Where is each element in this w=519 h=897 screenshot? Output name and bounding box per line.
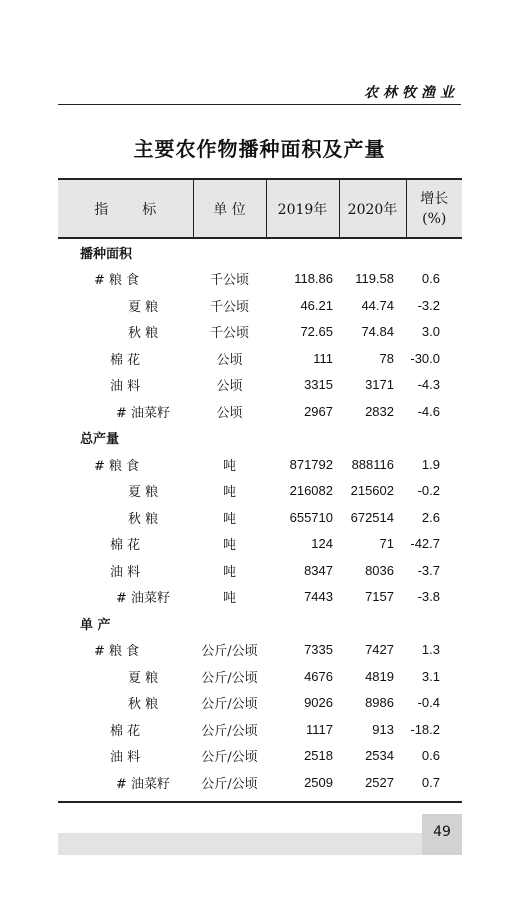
table-row bbox=[58, 372, 462, 399]
growth-value: 0.6 bbox=[421, 271, 440, 287]
row-name: 油 料 bbox=[110, 750, 141, 766]
table-bottom-rule bbox=[58, 801, 462, 803]
growth-value: 0.7 bbox=[421, 774, 440, 790]
row-unit: 吨 bbox=[222, 538, 236, 554]
value-2020: 3171 bbox=[365, 377, 394, 393]
table-row bbox=[58, 478, 462, 505]
value-2020: 2527 bbox=[365, 774, 394, 790]
row-unit: 公斤/公顷 bbox=[201, 776, 258, 792]
row-unit: 千公顷 bbox=[209, 273, 249, 289]
section-row bbox=[58, 238, 462, 266]
footer-bar bbox=[58, 833, 462, 855]
row-name: 夏 粮 bbox=[128, 485, 159, 501]
value-2020: 7427 bbox=[365, 642, 394, 658]
growth-value: -3.8 bbox=[417, 589, 440, 605]
growth-value: -0.4 bbox=[417, 695, 440, 711]
section-row bbox=[58, 425, 462, 452]
row-name: # 粮 食 bbox=[94, 273, 140, 289]
table-row bbox=[58, 398, 462, 425]
row-name: 棉 花 bbox=[110, 352, 141, 368]
growth-value: -3.7 bbox=[417, 562, 440, 578]
table-header-row bbox=[58, 179, 462, 238]
row-name: # 油菜籽 bbox=[116, 776, 171, 792]
value-2019: 72.65 bbox=[300, 324, 333, 340]
value-2019: 118.86 bbox=[294, 271, 333, 287]
table-row bbox=[58, 345, 462, 372]
value-2020: 74.84 bbox=[361, 324, 394, 340]
value-2020: 672514 bbox=[350, 509, 394, 525]
table-row bbox=[58, 716, 462, 743]
value-2019: 111 bbox=[313, 350, 333, 366]
row-name: # 粮 食 bbox=[94, 644, 140, 660]
header-2020: 2020年 bbox=[339, 179, 406, 238]
growth-value: 2.6 bbox=[421, 509, 440, 525]
table-body bbox=[58, 238, 462, 796]
table-row bbox=[58, 637, 462, 664]
table-row bbox=[58, 743, 462, 770]
growth-value: -4.3 bbox=[417, 377, 440, 393]
row-unit: 千公顷 bbox=[209, 326, 249, 342]
row-unit: 公斤/公顷 bbox=[201, 644, 258, 660]
value-2020: 2832 bbox=[365, 403, 394, 419]
section-title: 单 产 bbox=[80, 617, 111, 633]
value-2019: 3315 bbox=[304, 377, 333, 393]
value-2019: 1117 bbox=[306, 721, 333, 737]
table-row bbox=[58, 663, 462, 690]
growth-value: -18.2 bbox=[410, 721, 440, 737]
row-unit: 公斤/公顷 bbox=[201, 670, 258, 686]
growth-value: -4.6 bbox=[417, 403, 440, 419]
value-2019: 7443 bbox=[304, 589, 333, 605]
page-title: 主要农作物播种面积及产量 bbox=[133, 137, 386, 161]
value-2020: 8986 bbox=[365, 695, 394, 711]
row-unit: 公斤/公顷 bbox=[201, 723, 258, 739]
row-name: 油 料 bbox=[110, 379, 141, 395]
value-2019: 871792 bbox=[289, 456, 333, 472]
growth-value: -0.2 bbox=[417, 483, 440, 499]
value-2019: 655710 bbox=[289, 509, 333, 525]
growth-value: 3.0 bbox=[421, 324, 440, 340]
row-name: 秋 粮 bbox=[128, 511, 159, 527]
value-2019: 7335 bbox=[304, 642, 333, 658]
growth-value: -30.0 bbox=[410, 350, 440, 366]
growth-value: -42.7 bbox=[410, 536, 440, 552]
value-2020: 215602 bbox=[350, 483, 394, 499]
header-growth: 增长 (%) bbox=[406, 179, 462, 238]
table-row bbox=[58, 584, 462, 611]
row-name: 棉 花 bbox=[110, 723, 141, 739]
row-unit: 公顷 bbox=[216, 379, 243, 395]
row-name: 秋 粮 bbox=[128, 697, 159, 713]
growth-value: 1.9 bbox=[421, 456, 440, 472]
row-unit: 吨 bbox=[222, 511, 236, 527]
value-2020: 71 bbox=[379, 536, 394, 552]
value-2020: 2534 bbox=[365, 748, 394, 764]
row-unit: 公斤/公顷 bbox=[201, 697, 258, 713]
value-2019: 2509 bbox=[304, 774, 333, 790]
row-unit: 公顷 bbox=[216, 405, 243, 421]
table-row bbox=[58, 292, 462, 319]
table-row bbox=[58, 690, 462, 717]
value-2019: 8347 bbox=[304, 562, 333, 578]
row-unit: 公顷 bbox=[216, 352, 243, 368]
header-rule bbox=[58, 104, 461, 105]
value-2019: 46.21 bbox=[300, 297, 333, 313]
crop-table bbox=[58, 178, 462, 796]
header-unit: 单 位 bbox=[193, 179, 266, 238]
table-row bbox=[58, 451, 462, 478]
header-indicator: 指 标 bbox=[58, 179, 193, 238]
page-number: 49 bbox=[422, 814, 462, 855]
value-2019: 4676 bbox=[304, 668, 333, 684]
value-2020: 119.58 bbox=[355, 271, 394, 287]
table-row bbox=[58, 769, 462, 796]
section-row bbox=[58, 610, 462, 637]
value-2020: 7157 bbox=[365, 589, 394, 605]
row-name: 夏 粮 bbox=[128, 670, 159, 686]
value-2020: 4819 bbox=[365, 668, 394, 684]
row-name: 油 料 bbox=[110, 564, 141, 580]
section-title: 播种面积 bbox=[80, 246, 133, 262]
growth-value: -3.2 bbox=[417, 297, 440, 313]
row-unit: 吨 bbox=[222, 591, 236, 607]
value-2019: 216082 bbox=[289, 483, 333, 499]
growth-value: 3.1 bbox=[421, 668, 440, 684]
chapter-title: 农林牧渔业 bbox=[364, 85, 459, 101]
section-title: 总产量 bbox=[80, 432, 120, 448]
table-row bbox=[58, 531, 462, 558]
value-2019: 2967 bbox=[304, 403, 333, 419]
row-unit: 公斤/公顷 bbox=[201, 750, 258, 766]
row-name: 夏 粮 bbox=[128, 299, 159, 315]
row-unit: 吨 bbox=[222, 485, 236, 501]
table-row bbox=[58, 504, 462, 531]
value-2019: 9026 bbox=[304, 695, 333, 711]
table-row bbox=[58, 557, 462, 584]
value-2019: 124 bbox=[311, 536, 333, 552]
value-2019: 2518 bbox=[304, 748, 333, 764]
row-name: # 粮 食 bbox=[94, 458, 140, 474]
value-2020: 78 bbox=[379, 350, 394, 366]
value-2020: 888116 bbox=[351, 456, 394, 472]
row-name: 棉 花 bbox=[110, 538, 141, 554]
growth-value: 1.3 bbox=[421, 642, 440, 658]
row-name: # 油菜籽 bbox=[116, 405, 171, 421]
row-name: # 油菜籽 bbox=[116, 591, 171, 607]
value-2020: 44.74 bbox=[361, 297, 394, 313]
table-row bbox=[58, 319, 462, 346]
header-2019: 2019年 bbox=[266, 179, 339, 238]
table-row bbox=[58, 266, 462, 293]
value-2020: 913 bbox=[372, 721, 394, 737]
growth-value: 0.6 bbox=[421, 748, 440, 764]
row-unit: 吨 bbox=[222, 458, 236, 474]
row-unit: 千公顷 bbox=[209, 299, 249, 315]
value-2020: 8036 bbox=[365, 562, 394, 578]
row-name: 秋 粮 bbox=[128, 326, 159, 342]
row-unit: 吨 bbox=[222, 564, 236, 580]
